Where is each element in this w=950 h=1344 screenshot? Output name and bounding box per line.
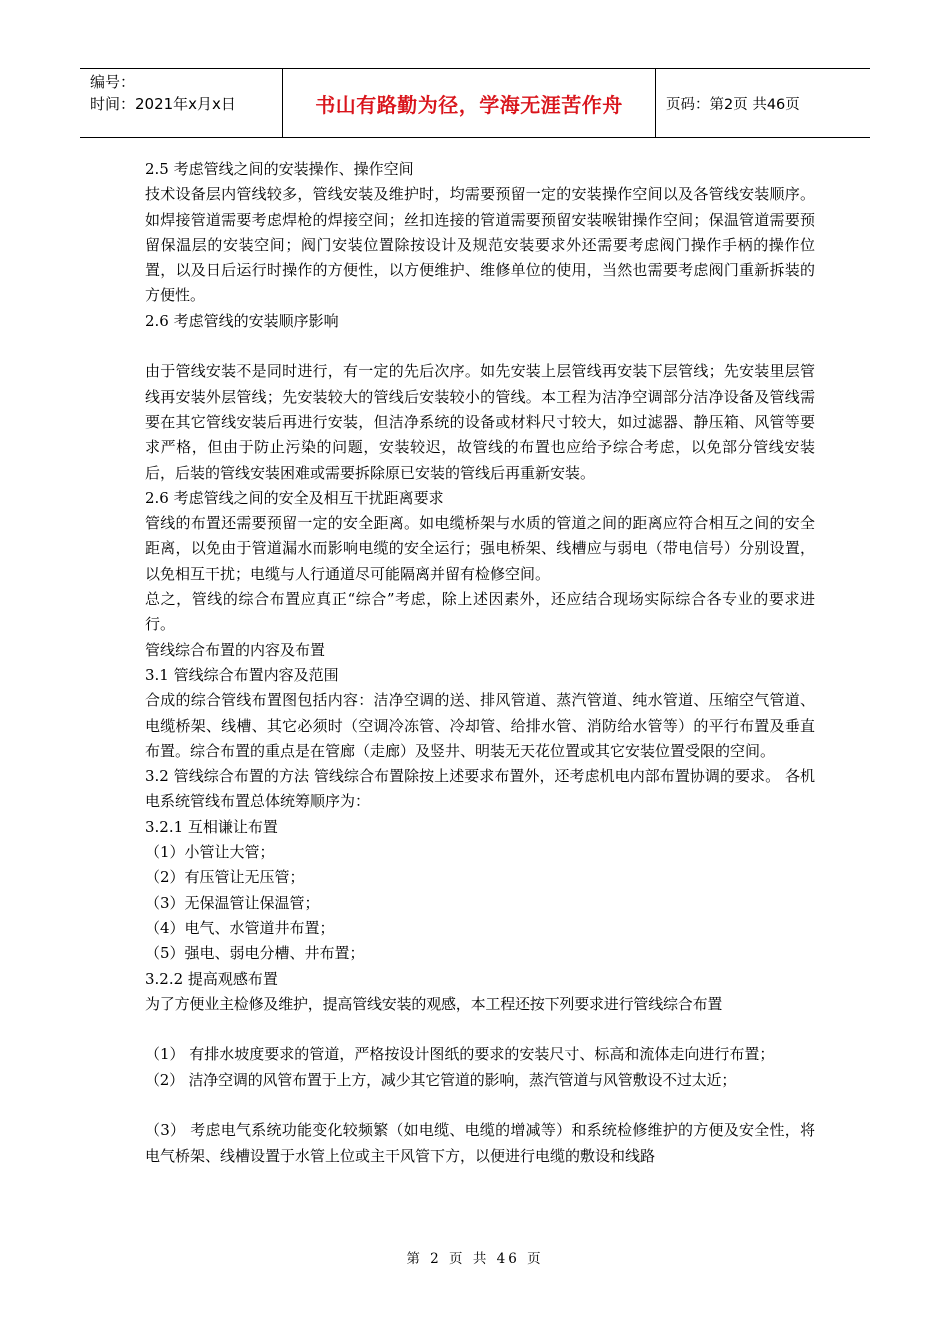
section-heading-3-2-1: 3.2.1 互相谦让布置	[145, 817, 278, 836]
section-heading-3-1: 3.1 管线综合布置内容及范围	[145, 665, 339, 684]
paragraph: 由于管线安装不是同时进行，有一定的先后次序。如先安装上层管线再安装下层管线；先安装里层管线再安装外层管线；先安装较大的管线后安装较小的管线。本工程为洁净空调部分洁净设备及管线需要在其它管线安装后再进行安装，但洁净系统的设备或材料尺寸较大，如过滤器、静压箱、风管等要求严格，但由于防止污染的问题，安装较迟，故管线的布置也应给予综合考虑，以免部分管线安装后，后装的管线安装困难或需要拆除原已安装的管线后再重新安装。	[145, 362, 815, 482]
section-heading: 管线综合布置的内容及布置	[145, 640, 326, 659]
section-heading-2-6b: 2.6 考虑管线之间的安全及相互干扰距离要求	[145, 488, 444, 507]
list-item: （3） 考虑电气系统功能变化较频繁（如电缆、电缆的增减等）和系统检修维护的方便及安全性，将电气桥架、线槽设置于水管上位或主干风管下方，以便进行电缆的敷设和线路	[145, 1121, 815, 1165]
paragraph: 为了方便业主检修及维护，提高管线安装的观感，本工程还按下列要求进行管线综合布置	[145, 994, 723, 1013]
document-number: 编号：	[90, 73, 136, 91]
page-footer: 第 2 页 共 46 页	[406, 1251, 544, 1267]
paragraph: 管线的布置还需要预留一定的安全距离。如电缆桥架与水质的管道之间的距离应符合相互之间的安全距离，以免由于管道漏水而影响电缆的安全运行；强电桥架、线槽应与弱电（带电信号）分别设置，以免相互干扰；电缆与人行通道尽可能隔离并留有检修空间。	[145, 514, 815, 583]
list-item: （5）强电、弱电分槽、井布置；	[145, 944, 365, 963]
blank-line	[145, 1017, 815, 1042]
document-date: 时间：2021年x月x日	[90, 95, 236, 113]
paragraph: 3.2 管线综合布置的方法 管线综合布置除按上述要求布置外，还考虑机电内部布置协调的要求。 各机电系统管线布置总体统筹顺序为：	[145, 767, 815, 811]
document-body	[145, 157, 815, 1169]
blank-line	[145, 334, 815, 359]
list-item: （4）电气、水管道井布置；	[145, 918, 335, 937]
blank-line	[145, 1093, 815, 1118]
list-item: （3）无保温管让保温管；	[145, 893, 320, 912]
list-item: （1） 有排水坡度要求的管道，严格按设计图纸的要求的安装尺寸、标高和流体走向进行布置；	[145, 1045, 775, 1064]
header-page-info: 页码：第2页 共46页	[666, 96, 800, 113]
paragraph: 总之，管线的综合布置应真正“综合”考虑，除上述因素外，还应结合现场实际综合各专业的要求进行。	[145, 590, 815, 634]
header-meta	[80, 69, 283, 137]
section-heading-2-6: 2.6 考虑管线的安装顺序影响	[145, 311, 339, 330]
list-item: （2） 洁净空调的风管布置于上方，减少其它管道的影响，蒸汽管道与风管敷设不过太近；	[145, 1070, 737, 1089]
paragraph: 技术设备层内管线较多，管线安装及维护时，均需要预留一定的安装操作空间以及各管线安装顺序。如焊接管道需要考虑焊枪的焊接空间；丝扣连接的管道需要预留安装喉钳操作空间；保温管道需要预留保温层的安装空间；阀门安装位置除按设计及规范安装要求外还需要考虑阀门操作手柄的操作位置，以及日后运行时操作的方便性，以方便维护、维修单位的使用，当然也需要考虑阀门重新拆装的方便性。	[145, 185, 815, 305]
page-header	[80, 68, 870, 138]
list-item: （1）小管让大管；	[145, 843, 275, 862]
paragraph: 合成的综合管线布置图包括内容：洁净空调的送、排风管道、蒸汽管道、纯水管道、压缩空气管道、电缆桥架、线槽、其它必须时（空调冷冻管、冷却管、给排水管、消防给水管等）的平行布置及垂直布置。综合布置的重点是在管廊（走廊）及竖井、明装无天花位置或其它安装位置受限的空间。	[145, 691, 815, 760]
section-heading-2-5: 2.5 考虑管线之间的安装操作、操作空间	[145, 160, 414, 178]
section-heading-3-2-2: 3.2.2 提高观感布置	[145, 969, 278, 988]
header-motto: 书山有路勤为径，学海无涯苦作舟	[283, 69, 656, 137]
list-item: （2）有压管让无压管；	[145, 868, 305, 887]
